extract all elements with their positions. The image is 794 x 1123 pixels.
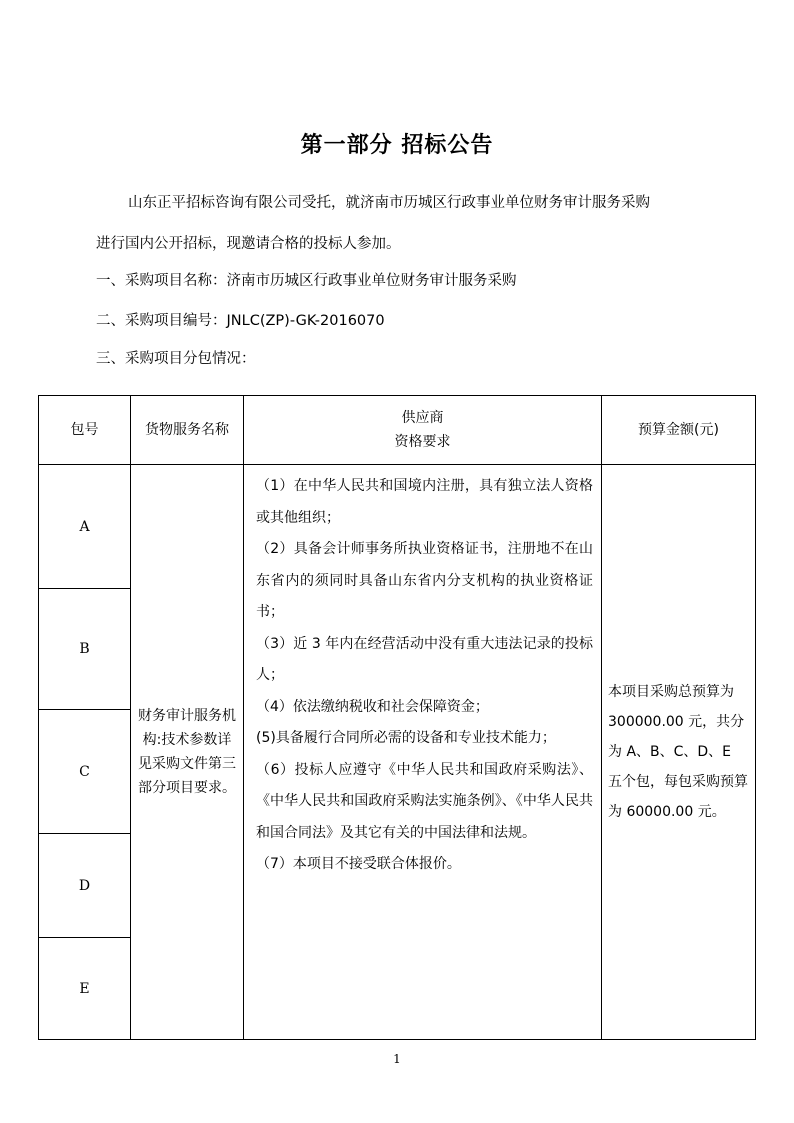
- package-e: E: [39, 938, 131, 1040]
- qualification-item: （1）在中华人民共和国境内注册，具有独立法人资格或其他组织；: [256, 478, 593, 526]
- package-c: C: [39, 710, 131, 834]
- qualification-cell: [244, 465, 602, 1040]
- intro-line-2: 进行国内公开招标，现邀请合格的投标人参加。: [96, 236, 401, 252]
- package-table: [38, 395, 756, 1040]
- package-d: D: [39, 834, 131, 938]
- project-name-line: 一、采购项目名称：济南市历城区行政事业单位财务审计服务采购: [96, 273, 517, 289]
- qualification-item: (5)具备履行合同所必需的设备和专业技术能力；: [256, 730, 556, 746]
- qualification-item: （7）本项目不接受联合体报价。: [256, 856, 461, 872]
- header-package: 包号: [39, 396, 131, 465]
- qualification-item: （2）具备会计师事务所执业资格证书，注册地不在山东省内的须同时具备山东省内分支机构的执业资格证书；: [256, 541, 593, 620]
- header-qualification: [244, 396, 602, 465]
- page-number: 1: [393, 1052, 401, 1066]
- header-goods: 货物服务名称: [131, 396, 244, 465]
- project-number-line: 二、采购项目编号：JNLC(ZP)-GK-2016070: [96, 313, 385, 329]
- qualification-item: （3）近 3 年内在经营活动中没有重大违法记录的投标人；: [256, 635, 593, 683]
- table-header-row: [39, 396, 756, 465]
- qualification-item: （6）投标人应遵守《中华人民共和国政府采购法》、《中华人民共和国政府采购法实施条例》、《中华人民共和国合同法》及其它有关的中国法律和法规。: [256, 761, 593, 841]
- header-budget: 预算金额(元): [602, 396, 756, 465]
- header-qualification-line-1: 供应商: [401, 410, 444, 426]
- goods-cell: 财务审计服务机构:技术参数详见采购文件第三部分项目要求。: [131, 465, 244, 1040]
- qualification-item: （4）依法缴纳税收和社会保障资金；: [256, 698, 489, 715]
- budget-cell: 本项目采购总预算为 300000.00 元，共分为 A、B、C、D、E 五个包，每包采购预算为 60000.00 元。: [602, 465, 756, 1040]
- intro-line-1: 山东正平招标咨询有限公司受托，就济南市历城区行政事业单位财务审计服务采购: [128, 195, 650, 211]
- header-qualification-line-2: 资格要求: [394, 434, 451, 450]
- package-b: B: [39, 589, 131, 710]
- page-title: 第一部分 招标公告: [300, 133, 494, 158]
- table-row: [39, 465, 756, 589]
- package-a: A: [39, 465, 131, 589]
- package-info-line: 三、采购项目分包情况：: [96, 351, 256, 367]
